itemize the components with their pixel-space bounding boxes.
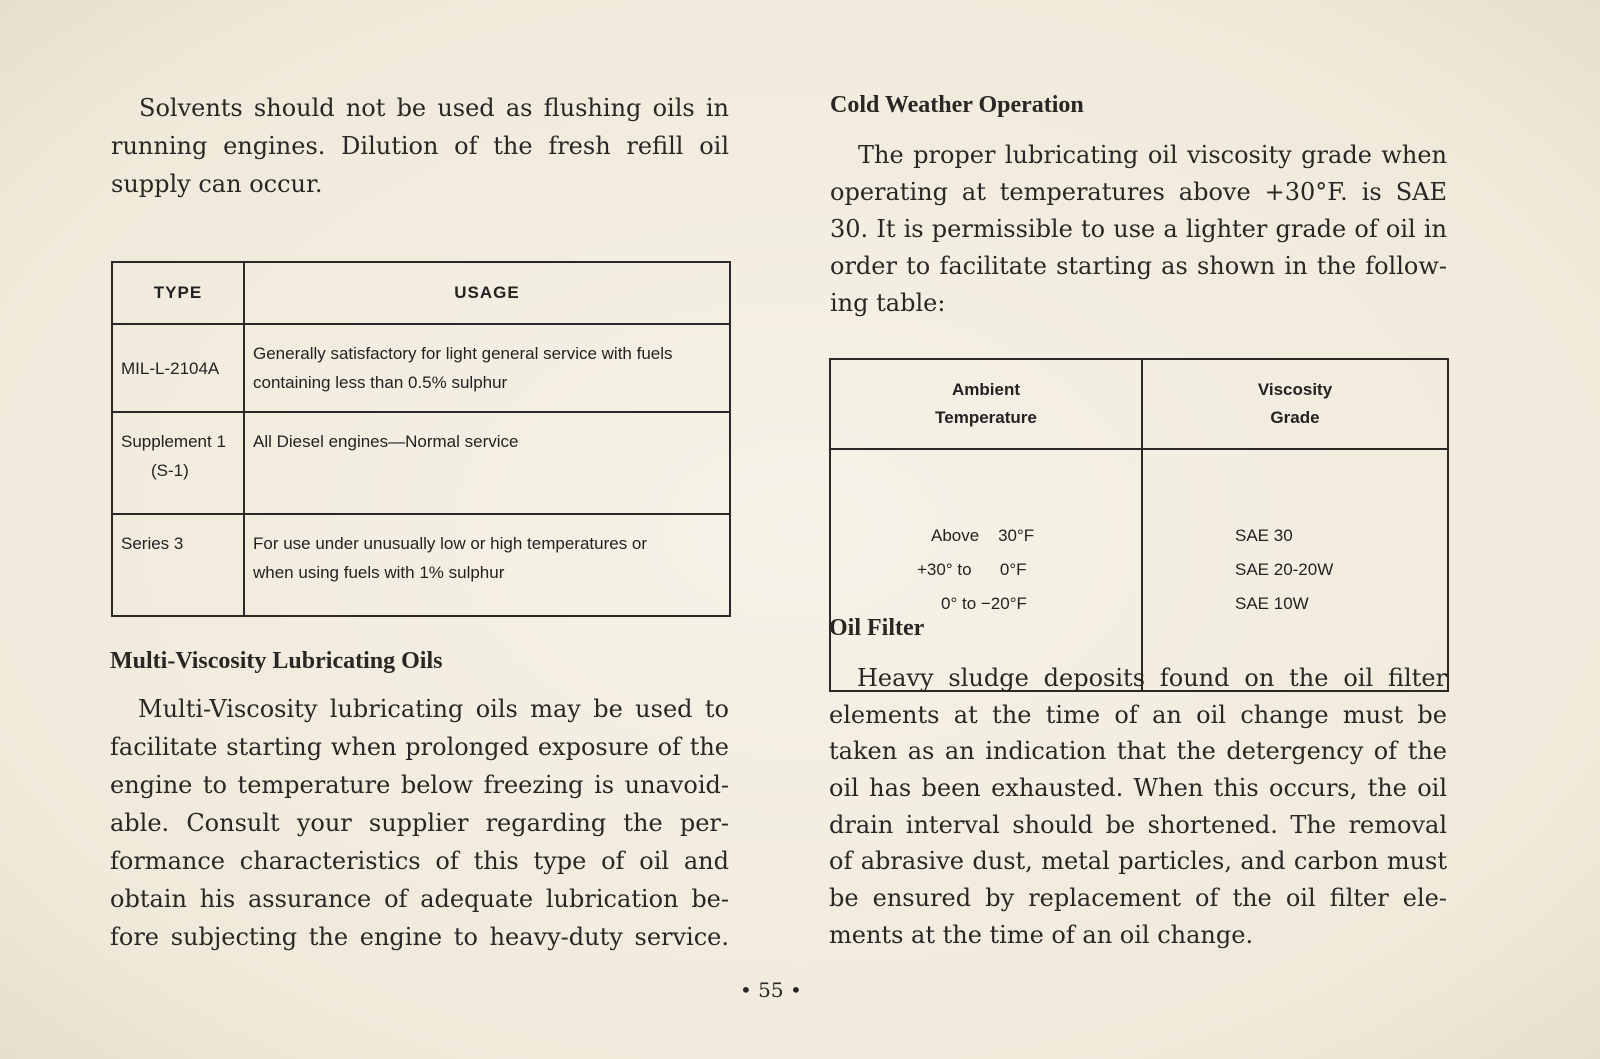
text-line: engine to temperature below freezing is unavoid- xyxy=(110,771,729,799)
usage-cell: For use under unusually low or high temperatures or when using fuels with 1% sulphur xyxy=(244,514,730,616)
usage-cell: All Diesel engines—Normal service xyxy=(244,412,730,514)
text-line: of abrasive dust, metal particles, and carbon must xyxy=(829,847,1447,876)
text-line: The proper lubricating oil viscosity grade when xyxy=(858,141,1447,169)
multi-viscosity-heading: Multi-Viscosity Lubricating Oils xyxy=(110,648,443,674)
text-line: ments at the time of an oil change. xyxy=(829,920,1254,949)
text-line: 30. It is permissible to use a lighter grade of oil in xyxy=(830,215,1447,243)
text-line: Heavy sludge deposits found on the oil filter xyxy=(857,664,1447,692)
table-row xyxy=(112,514,730,616)
temperature-cell: Above 30°F +30° to 0°F 0° to −20°F xyxy=(830,449,1142,691)
cold-weather-paragraph xyxy=(830,136,1447,321)
usage-cell: Generally satisfactory for light general service with fuels containing less than 0.5% sulphur xyxy=(244,324,730,412)
oil-type-table xyxy=(111,261,731,617)
text-line: Solvents should not be used as flushing oils in xyxy=(139,94,729,122)
table-row xyxy=(112,412,730,514)
header-type: TYPE xyxy=(112,262,244,324)
text-line: fore subjecting the engine to heavy-duty service. xyxy=(110,923,729,951)
multi-viscosity-paragraph xyxy=(110,690,729,956)
solvents-paragraph xyxy=(111,89,729,203)
text-line: drain interval should be shortened. The removal xyxy=(829,810,1447,839)
page-number: • 55 • xyxy=(740,978,802,1002)
text-line: facilitate starting when prolonged exposure of the xyxy=(110,733,729,761)
oil-filter-paragraph xyxy=(829,659,1447,953)
header-viscosity-grade: Viscosity Grade xyxy=(1142,359,1448,449)
cold-weather-heading: Cold Weather Operation xyxy=(830,92,1084,118)
text-line: running engines. Dilution of the fresh refill oil xyxy=(111,132,729,160)
text-line: obtain his assurance of adequate lubrication be- xyxy=(110,885,729,913)
header-ambient-temperature: Ambient Temperature xyxy=(830,359,1142,449)
text-line: oil has been exhausted. When this occurs, the oil xyxy=(829,774,1447,803)
text-line: order to facilitate starting as shown in the follow- xyxy=(830,252,1447,280)
text-line: formance characteristics of this type of oil and xyxy=(110,847,729,875)
text-line: able. Consult your supplier regarding the per- xyxy=(110,809,729,837)
type-cell: MIL-L-2104A xyxy=(112,324,244,412)
type-cell: Series 3 xyxy=(112,514,244,616)
header-usage: USAGE xyxy=(244,262,730,324)
text-line: taken as an indication that the detergency of the xyxy=(829,737,1447,766)
text-line: supply can occur. xyxy=(111,170,323,198)
grade-cell: SAE 30 SAE 20-20W SAE 10W xyxy=(1142,449,1448,691)
table-row xyxy=(112,324,730,412)
table-row xyxy=(830,449,1448,691)
oil-filter-heading: Oil Filter xyxy=(829,615,925,641)
text-line: be ensured by replacement of the oil filter ele- xyxy=(829,884,1447,913)
text-line: operating at temperatures above +30°F. is SAE xyxy=(830,178,1447,206)
text-line: Multi-Viscosity lubricating oils may be used to xyxy=(138,695,729,723)
text-line: ing table: xyxy=(830,289,946,317)
type-cell: Supplement 1 (S-1) xyxy=(112,412,244,514)
text-line: elements at the time of an oil change must be xyxy=(829,700,1447,729)
